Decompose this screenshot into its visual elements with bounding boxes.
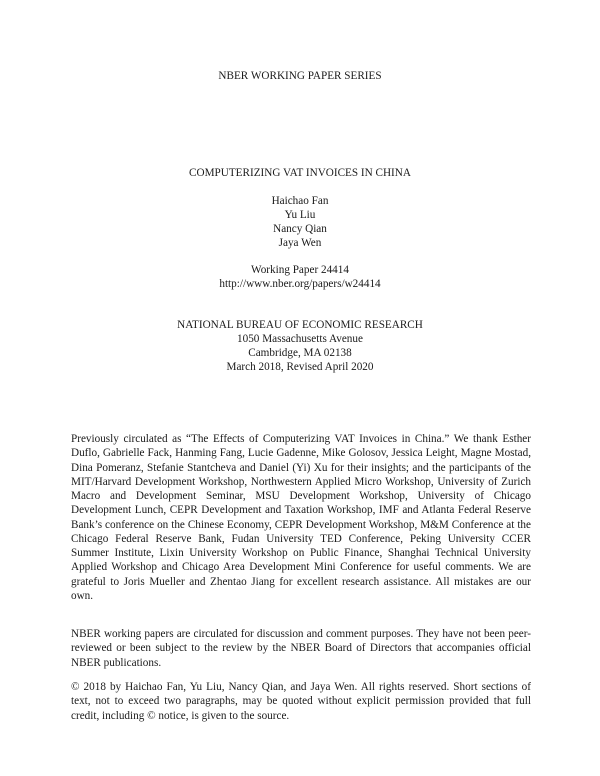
institution-city: Cambridge, MA 02138 <box>248 347 352 359</box>
author-name: Nancy Qian <box>273 223 327 235</box>
disclaimer-paragraph: NBER working papers are circulated for discussion and comment purposes. They have not been peer-reviewed or been subject to the review by the NBER Board of Directors that accompanies official NBER publications. <box>71 628 531 669</box>
paper-url[interactable]: http://www.nber.org/papers/w24414 <box>219 278 381 290</box>
copyright-paragraph: © 2018 by Haichao Fan, Yu Liu, Nancy Qian, and Jaya Wen. All rights reserved. Short sections of text, not to exceed two paragraphs, may be quoted without explicit permission provided that full credit, including © notice, is given to the source. <box>71 681 531 722</box>
institution-block <box>0 318 600 374</box>
working-paper-number: Working Paper 24414 <box>251 264 349 276</box>
paper-title: COMPUTERIZING VAT INVOICES IN CHINA <box>189 167 411 179</box>
institution-street: 1050 Massachusetts Avenue <box>237 333 363 345</box>
paper-info <box>0 263 600 291</box>
author-list <box>0 194 600 250</box>
author-name: Haichao Fan <box>271 195 329 207</box>
series-heading: NBER WORKING PAPER SERIES <box>218 70 382 82</box>
acknowledgements-paragraph: Previously circulated as “The Effects of Computerizing VAT Invoices in China.” We thank Esther Duflo, Gabrielle Fack, Hanming Fang, Lucie Gadenne, Mike Golosov, Jessica Leight, Magne Mostad, Dina Pomeranz, Stefanie Stantcheva and Daniel (Yi) Xu for their insights; and the participants of the MIT/Harvard Development Workshop, Northwestern Applied Micro Workshop, University of Zurich Macro and Development Seminar, MSU Development Workshop, University of Chicago Development Lunch, CEPR Development and Taxation Workshop, IMF and Atlanta Federal Reserve Bank’s conference on the Chinese Economy, CEPR Development Workshop, M&M Conference at the Chicago Federal Reserve Bank, Fudan University TED Conference, Peking University CCER Summer Institute, Lixin University Workshop on Public Finance, Shanghai Technical University Applied Workshop and Chicago Area Development Mini Conference for useful comments. We are grateful to Joris Mueller and Zhentao Jiang for excellent research assistance. All mistakes are our own. <box>71 433 531 602</box>
institution-name: NATIONAL BUREAU OF ECONOMIC RESEARCH <box>177 319 423 331</box>
author-name: Jaya Wen <box>278 237 322 249</box>
publication-date: March 2018, Revised April 2020 <box>226 361 374 373</box>
author-name: Yu Liu <box>284 209 316 221</box>
